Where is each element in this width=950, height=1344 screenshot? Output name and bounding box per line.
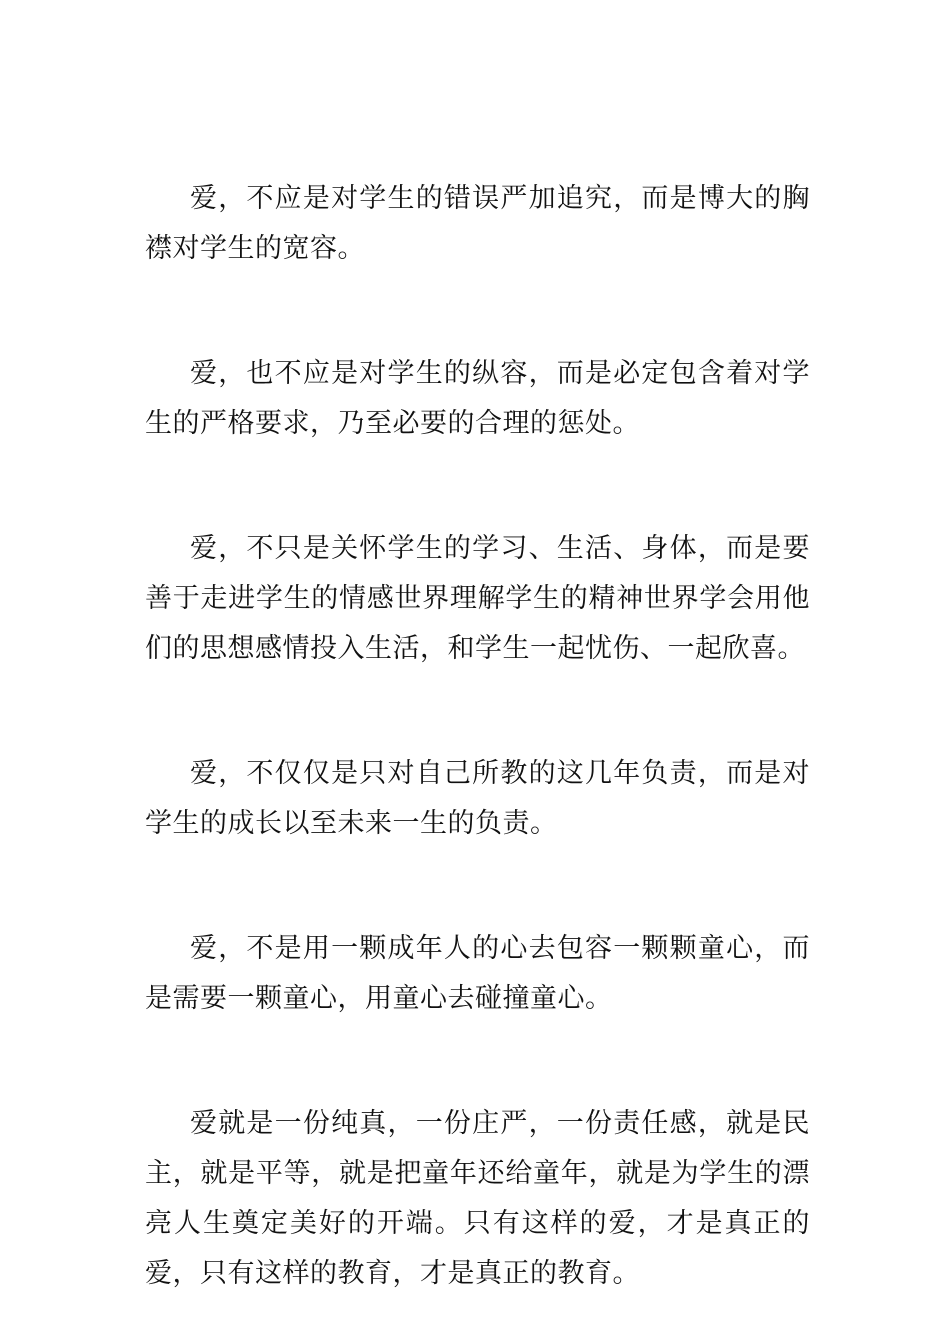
paragraph-6: 爱就是一份纯真，一份庄严，一份责任感，就是民主，就是平等，就是把童年还给童年，就是为学生的漂亮人生奠定美好的开端。只有这样的爱，才是真正的爱，只有这样的教育，才是真正的教育。 [145,1108,810,1289]
paragraph-5: 爱，不是用一颗成年人的心去包容一颗颗童心，而是需要一颗童心，用童心去碰撞童心。 [145,933,810,1014]
paragraph-1: 爱，不应是对学生的错误严加追究，而是博大的胸襟对学生的宽容。 [145,183,810,264]
paragraph-4: 爱，不仅仅是只对自己所教的这几年负责，而是对学生的成长以至未来一生的负责。 [145,758,810,839]
document-body [145,174,810,1299]
paragraph-3: 爱，不只是关怀学生的学习、生活、身体，而是要善于走进学生的情感世界理解学生的精神世界学会用他们的思想感情投入生活，和学生一起忧伤、一起欣喜。 [145,533,810,664]
paragraph-2: 爱，也不应是对学生的纵容，而是必定包含着对学生的严格要求，乃至必要的合理的惩处。 [145,358,810,439]
